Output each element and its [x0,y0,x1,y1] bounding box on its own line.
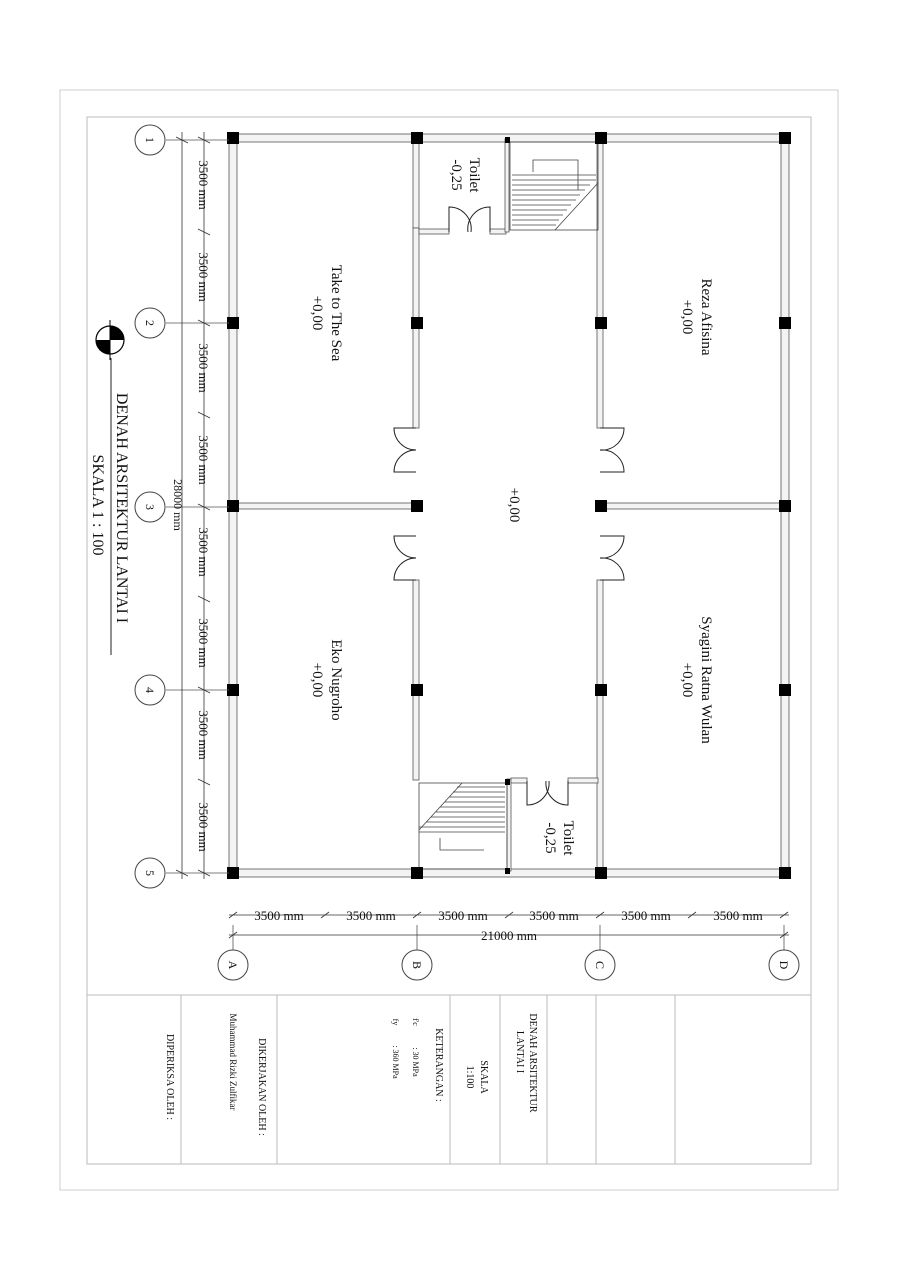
grid-bubble-4 [135,675,165,705]
dim-v-7: 3500 mm [196,710,211,760]
grid-bubble-A [218,950,248,980]
room-reza-afisina [679,278,714,355]
room-toilet-bottom [542,821,576,857]
stair-top [510,142,598,230]
tb-drawing-title-1: DENAH ARSITEKTUR [527,1013,538,1113]
dimensions-horizontal [229,908,789,943]
dim-h-2: 3500 mm [346,908,396,923]
stair-bottom [419,783,507,869]
room-level: +0,00 [506,487,522,523]
door-toilet-top [449,207,490,232]
room-level: +0,00 [679,662,695,698]
dim-v-1: 3500 mm [196,160,211,210]
room-eko-nugroho [309,639,344,720]
room-name: Reza Afisina [698,278,714,356]
room-name: Eko Nugroho [328,639,344,721]
room-toilet-top [448,158,482,194]
tb-skala-value: 1:100 [464,1065,475,1089]
room-level: +0,00 [679,299,695,335]
title-block [87,995,811,1164]
dim-v-total: 28000 mm [171,479,185,531]
door-eko-nugroho [394,536,416,580]
dim-h-4: 3500 mm [529,908,579,923]
dim-h-total: 21000 mm [481,928,537,943]
dim-v-8: 3500 mm [196,802,211,852]
grid-label: 5 [143,870,157,876]
room-take-to-the-sea [309,265,344,362]
door-toilet-bottom [527,781,568,805]
north-marker [96,320,124,360]
grid-bubble-2 [135,308,165,338]
room-level: -0,25 [448,159,464,191]
door-take-to-the-sea [394,428,416,472]
grid-bubble-C [585,950,615,980]
door-reza-afisina [600,428,624,472]
tb-diperiksa-label: DIPERIKSA OLEH : [164,1033,175,1121]
grid-label: B [410,960,424,970]
room-name: Toilet [466,157,482,193]
tb-keterangan-label: KETERANGAN : [433,1028,444,1102]
room-name: Take to The Sea [328,264,344,362]
plan-scale: SKALA 1 : 100 [89,454,106,556]
tb-dikerjakan-name: Muhammad Rizki Zulfikar [228,1013,238,1111]
grid-label: 4 [143,687,157,693]
dim-v-5: 3500 mm [196,527,211,577]
room-level: +0,00 [309,295,325,331]
tb-drawing-title-2: LANTAI I [514,1030,525,1074]
grid-bubble-5 [135,858,165,888]
tb-fy-label: fy [391,1018,400,1026]
room-hall [506,488,522,523]
tb-fy-value: : 360 MPa [391,1045,400,1079]
dim-h-5: 3500 mm [621,908,671,923]
grid-bubble-1 [135,125,165,155]
door-syagini [600,536,624,580]
tb-fc-value: : 30 MPa [411,1047,420,1077]
dimensions-vertical [171,132,211,879]
grid-label: C [593,960,607,970]
grid-label: 2 [143,320,157,326]
grid-bubble-3 [135,492,165,522]
sheet-outer-border [60,90,838,1190]
grid-label: A [226,960,240,970]
tb-fc-label: f'c [411,1018,420,1026]
room-level: -0,25 [542,822,558,854]
dim-h-6: 3500 mm [713,908,763,923]
grid-label: D [777,960,791,970]
room-level: +0,00 [309,662,325,698]
plan-title: DENAH ARSITEKTUR LANTAI I [113,392,130,624]
room-name: Toilet [560,820,576,856]
room-name: Syagini Ratna Wulan [698,616,714,744]
plan-title-block [89,320,130,655]
dim-v-2: 3500 mm [196,252,211,302]
dim-h-1: 3500 mm [254,908,304,923]
dim-v-4: 3500 mm [196,435,211,485]
tb-skala-label: SKALA [478,1060,489,1094]
dim-v-3: 3500 mm [196,343,211,393]
grid-bubble-B [402,950,432,980]
grid-label: 3 [143,504,157,510]
tb-dikerjakan-label: DIKERJAKAN OLEH : [256,1038,267,1136]
dim-h-3: 3500 mm [438,908,488,923]
room-syagini [679,616,714,744]
grid-bubble-D [769,950,799,980]
grid-label: 1 [143,137,157,143]
dim-v-6: 3500 mm [196,618,211,668]
